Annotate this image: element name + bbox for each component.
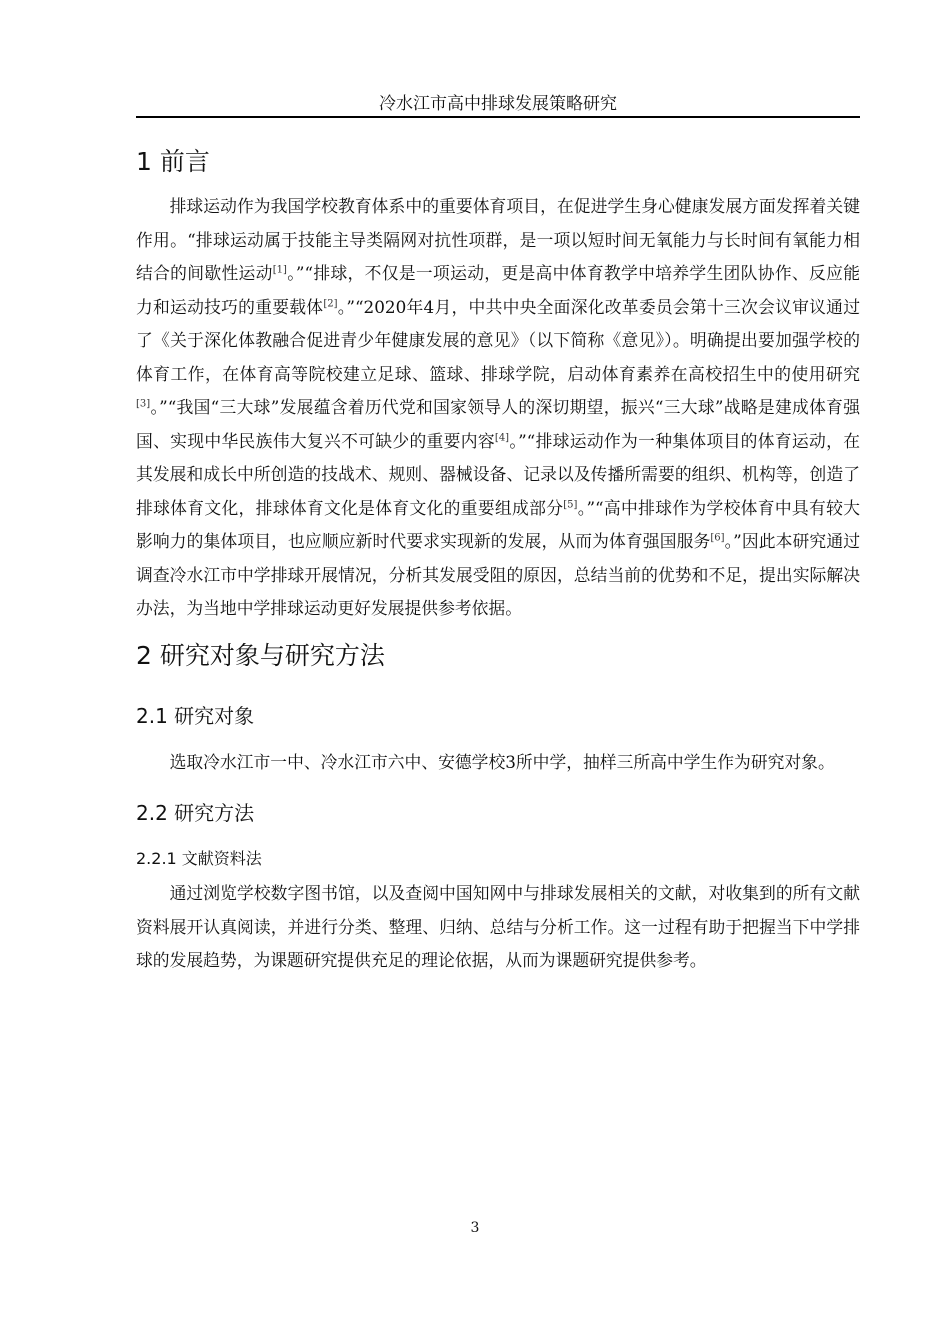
preface-paragraph <box>136 190 860 626</box>
citation-marker: [1] <box>272 264 287 276</box>
preface-text-run: 。”因此本研究通过调查冷水江市中学排球开展情况，分析其发展受阻的原因，总结当前的优势和不足，提出实际解决办法，为当地中学排球运动更好发展提供参考依据。 <box>136 531 860 618</box>
citation-marker: [3] <box>136 398 151 410</box>
subsubsection-heading-literature: 2.2.1 文献资料法 <box>136 849 262 868</box>
subject-paragraph: 选取冷水江市一中、冷水江市六中、安德学校3所中学，抽样三所高中学生作为研究对象。 <box>169 751 835 772</box>
preface-text-run: 。”“高中排球作为学校体育中具有较大影响力的集体项目，也应顺应新时代要求实现新的发展，从而为体育强国服务 <box>136 497 860 551</box>
running-header: 冷水江市高中排球发展策略研究 <box>379 94 617 114</box>
subsection-heading-subject: 2.1 研究对象 <box>136 703 255 728</box>
preface-text-run: 。”“我国“三大球”发展蕴含着历代党和国家领导人的深切期望，振兴“三大球”战略是建成体育强国、实现中华民族伟大复兴不可缺少的重要内容 <box>136 397 860 451</box>
page-number: 3 <box>470 1220 480 1236</box>
subsection-heading-approach: 2.2 研究方法 <box>136 801 255 825</box>
citation-marker: [6] <box>710 532 725 544</box>
citation-marker: [2] <box>323 297 338 309</box>
page-content <box>136 140 860 978</box>
literature-paragraph: 通过浏览学校数字图书馆，以及查阅中国知网中与排球发展相关的文献，对收集到的所有文献资料展开认真阅读，并进行分类、整理、归纳、总结与分析工作。这一过程有助于把握当下中学排球的发展趋势，为课题研究提供充足的理论依据，从而为课题研究提供参考。 <box>136 883 860 970</box>
preface-text-run: 。”“排球运动作为一种集体项目的体育运动，在其发展和成长中所创造的技战术、规则、器械设备、记录以及传播所需要的组织、机构等，创造了排球体育文化，排球体育文化是体育文化的重要组成部分 <box>136 430 860 518</box>
section-heading-preface: 1 前言 <box>136 147 210 176</box>
preface-text-run: 排球运动作为我国学校教育体系中的重要体育项目，在促进学生身心健康发展方面发挥着关键作用。“排球运动属于技能主导类隔网对抗性项群，是一项以短时间无氧能力与长时间有氧能力相结合的间歇性运动 <box>136 196 860 283</box>
preface-text-run: 。”“2020年4月，中共中央全面深化改革委员会第十三次会议审议通过了《关于深化体教融合促进青少年健康发展的意见》（以下简称《意见》）。明确提出要加强学校的体育工作，在体育高等院校建立足球、篮球、排球学院，启动体育素养在高校招生中的使用研究 <box>136 296 860 384</box>
citation-marker: [5] <box>563 498 578 510</box>
header-rule <box>136 116 860 118</box>
citation-marker: [4] <box>494 431 510 443</box>
preface-text-run: 。”“排球，不仅是一项运动，更是高中体育教学中培养学生团队协作、反应能力和运动技巧的重要载体 <box>136 263 860 317</box>
section-heading-methods: 2 研究对象与研究方法 <box>136 640 385 670</box>
